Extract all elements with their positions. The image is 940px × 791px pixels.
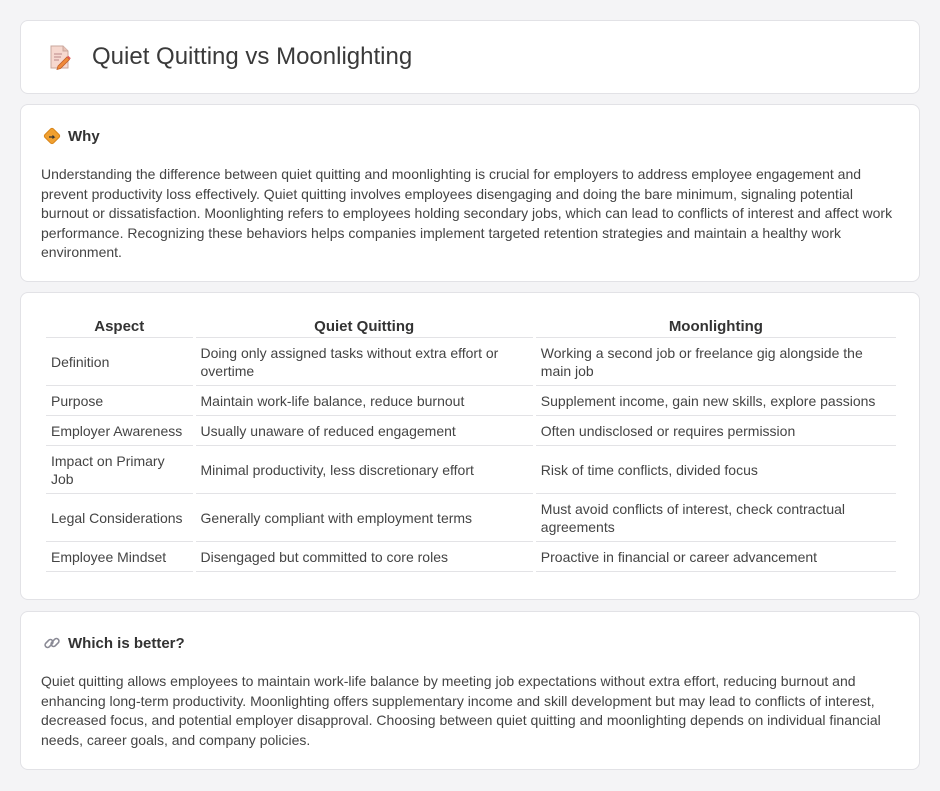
title-card xyxy=(20,20,920,94)
cell-moonlighting: Must avoid conflicts of interest, check contractual agreements xyxy=(536,494,896,542)
comparison-table xyxy=(43,315,899,572)
comparison-table-card xyxy=(20,292,920,600)
header-quiet-quitting: Quiet Quitting xyxy=(196,315,533,338)
cell-aspect: Definition xyxy=(46,338,193,386)
cell-moonlighting: Supplement income, gain new skills, explore passions xyxy=(536,386,896,416)
which-is-better-card xyxy=(20,611,920,770)
cell-moonlighting: Proactive in financial or career advancement xyxy=(536,542,896,572)
cell-quiet-quitting: Disengaged but committed to core roles xyxy=(196,542,533,572)
table-row xyxy=(46,542,896,572)
cell-aspect: Employer Awareness xyxy=(46,416,193,446)
header-aspect: Aspect xyxy=(46,315,193,338)
page-title: Quiet Quitting vs Moonlighting xyxy=(92,43,413,70)
table-row xyxy=(46,446,896,494)
cell-moonlighting: Risk of time conflicts, divided focus xyxy=(536,446,896,494)
cell-moonlighting: Working a second job or freelance gig alongside the main job xyxy=(536,338,896,386)
better-text: Quiet quitting allows employees to maintain work-life balance by meeting job expectations without extra effort, reducing burnout and enhancing long-term productivity. Moonlighting offers supplementary income and skill development but may lead to conflicts of interest, decreased focus, and potential employer disapproval. Choosing between quiet quitting and moonlighting depends on individual financial needs, career goals, and company policies. xyxy=(41,673,881,748)
why-card xyxy=(20,104,920,282)
better-header xyxy=(43,634,185,652)
why-text: Understanding the difference between quiet quitting and moonlighting is crucial for employers to address employee engagement and prevent productivity loss effectively. Quiet quitting involves employees disengaging and doing the bare minimum, signaling potential burnout or dissatisfaction. Moonlighting refers to employees holding secondary jobs, which can lead to conflicts of interest and affect work performance. Recognizing these behaviors helps companies implement targeted retention strategies and maintain a healthy work environment. xyxy=(41,166,893,261)
cell-quiet-quitting: Usually unaware of reduced engagement xyxy=(196,416,533,446)
header-moonlighting: Moonlighting xyxy=(536,315,896,338)
cell-quiet-quitting: Minimal productivity, less discretionary effort xyxy=(196,446,533,494)
cell-aspect: Impact on Primary Job xyxy=(46,446,193,494)
document-edit-icon xyxy=(48,44,72,70)
table-row xyxy=(46,494,896,542)
cell-aspect: Purpose xyxy=(46,386,193,416)
cell-moonlighting: Often undisclosed or requires permission xyxy=(536,416,896,446)
better-title: Which is better? xyxy=(68,634,185,652)
cell-quiet-quitting: Maintain work-life balance, reduce burnout xyxy=(196,386,533,416)
table-row xyxy=(46,386,896,416)
cell-aspect: Legal Considerations xyxy=(46,494,193,542)
why-title: Why xyxy=(68,127,100,145)
table-row xyxy=(46,416,896,446)
table-header-row xyxy=(46,315,896,338)
diamond-sign-icon xyxy=(43,127,61,145)
why-header xyxy=(43,127,100,145)
cell-quiet-quitting: Doing only assigned tasks without extra effort or overtime xyxy=(196,338,533,386)
table-row xyxy=(46,338,896,386)
cell-aspect: Employee Mindset xyxy=(46,542,193,572)
link-icon xyxy=(43,634,61,652)
cell-quiet-quitting: Generally compliant with employment terms xyxy=(196,494,533,542)
